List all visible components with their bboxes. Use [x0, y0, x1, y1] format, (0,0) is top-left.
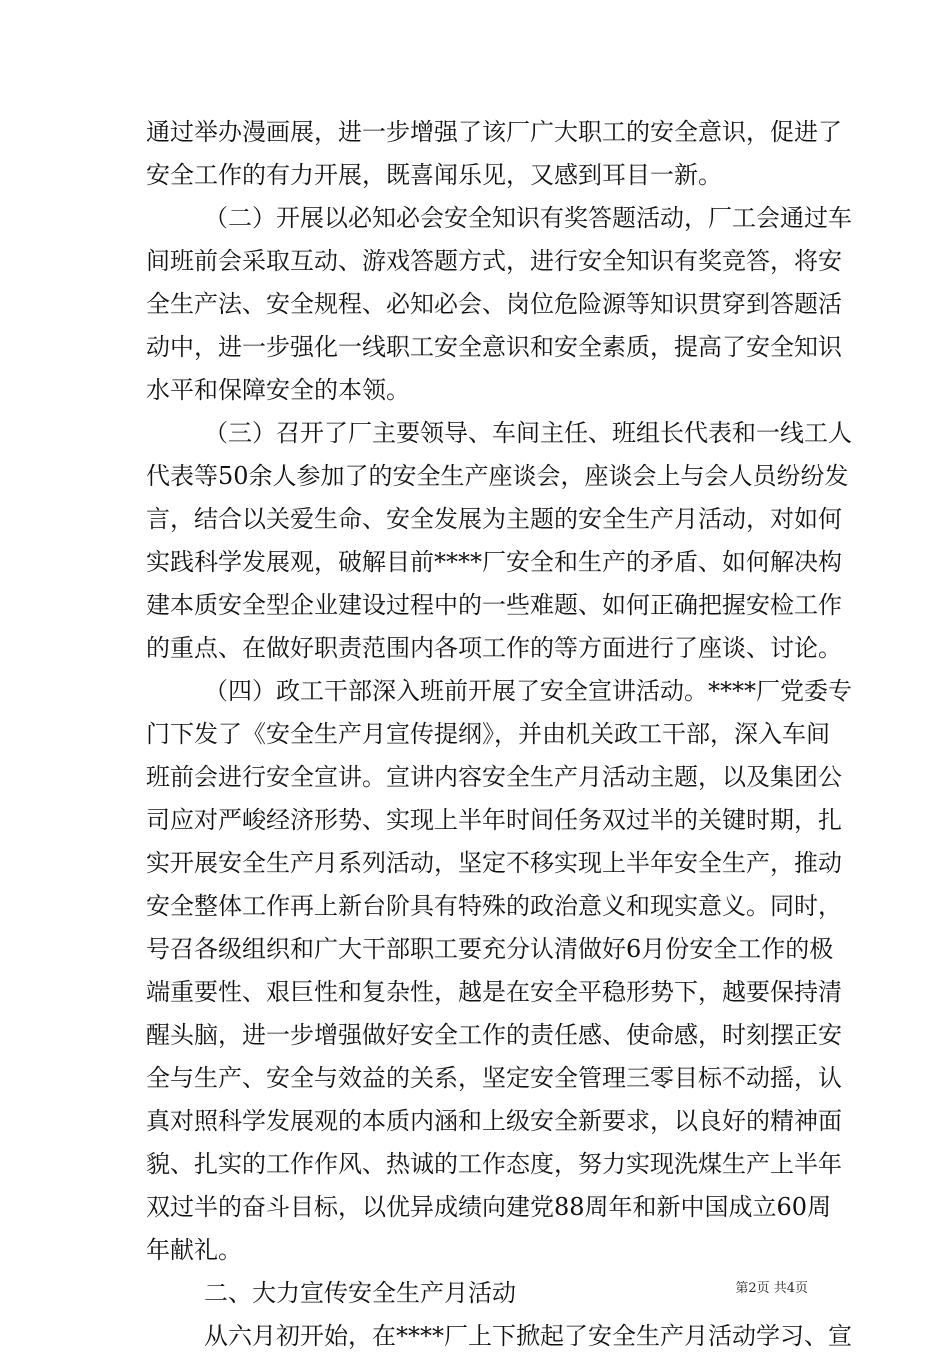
body-line: 实践科学发展观，破解目前****厂安全和生产的矛盾、如何解决构	[146, 548, 842, 576]
body-line: 动中，进一步强化一线职工安全意识和安全素质，提高了安全知识	[146, 333, 842, 361]
body-line: 从六月初开始，在****厂上下掀起了安全生产月活动学习、宣	[204, 1322, 852, 1350]
page-number-footer: 第2页 共4页	[735, 1281, 808, 1296]
section-heading: 二、大力宣传安全生产月活动	[204, 1279, 516, 1307]
body-line: 代表等50余人参加了的安全生产座谈会，座谈会上与会人员纷纷发	[146, 462, 849, 490]
body-line: 号召各级组织和广大干部职工要充分认清做好6月份安全工作的极	[146, 935, 834, 963]
body-line: （四）政工干部深入班前开展了安全宣讲活动。****厂党委专	[204, 677, 852, 705]
body-line: 水平和保障安全的本领。	[146, 376, 410, 404]
body-line: 醒头脑，进一步增强做好安全工作的责任感、使命感，时刻摆正安	[146, 1021, 842, 1049]
body-line: 端重要性、艰巨性和复杂性，越是在安全平稳形势下，越要保持清	[146, 978, 842, 1006]
body-line: 班前会进行安全宣讲。宣讲内容安全生产月活动主题，以及集团公	[146, 763, 842, 791]
body-line: 司应对严峻经济形势、实现上半年时间任务双过半的关键时期，扎	[146, 806, 842, 834]
body-line: 的重点、在做好职责范围内各项工作的等方面进行了座谈、讨论。	[146, 634, 842, 662]
body-line: 建本质安全型企业建设过程中的一些难题、如何正确把握安检工作	[146, 591, 842, 619]
body-line: （二）开展以必知必会安全知识有奖答题活动，厂工会通过车	[204, 204, 852, 232]
body-line: 门下发了《安全生产月宣传提纲》，并由机关政工干部，深入车间	[146, 720, 830, 748]
body-line: （三）召开了厂主要领导、车间主任、班组长代表和一线工人	[204, 419, 852, 447]
body-line: 安全整体工作再上新台阶具有特殊的政治意义和现实意义。同时，	[146, 892, 842, 920]
body-line: 真对照科学发展观的本质内涵和上级安全新要求，以良好的精神面	[146, 1107, 842, 1135]
body-line: 年献礼。	[146, 1236, 242, 1264]
body-line: 双过半的奋斗目标，以优异成绩向建党88周年和新中国成立60周	[146, 1193, 832, 1221]
body-line: 全与生产、安全与效益的关系，坚定安全管理三零目标不动摇，认	[146, 1064, 842, 1092]
body-line: 安全工作的有力开展，既喜闻乐见，又感到耳目一新。	[146, 161, 722, 189]
body-line: 貌、扎实的工作作风、热诚的工作态度，努力实现洗煤生产上半年	[146, 1150, 842, 1178]
body-line: 言，结合以关爱生命、安全发展为主题的安全生产月活动，对如何	[146, 505, 842, 533]
body-line: 全生产法、安全规程、必知必会、岗位危险源等知识贯穿到答题活	[146, 290, 842, 318]
body-line: 间班前会采取互动、游戏答题方式，进行安全知识有奖竞答，将安	[146, 247, 842, 275]
body-line: 通过举办漫画展，进一步增强了该厂广大职工的安全意识，促进了	[146, 118, 842, 146]
body-line: 实开展安全生产月系列活动，坚定不移实现上半年安全生产，推动	[146, 849, 842, 877]
